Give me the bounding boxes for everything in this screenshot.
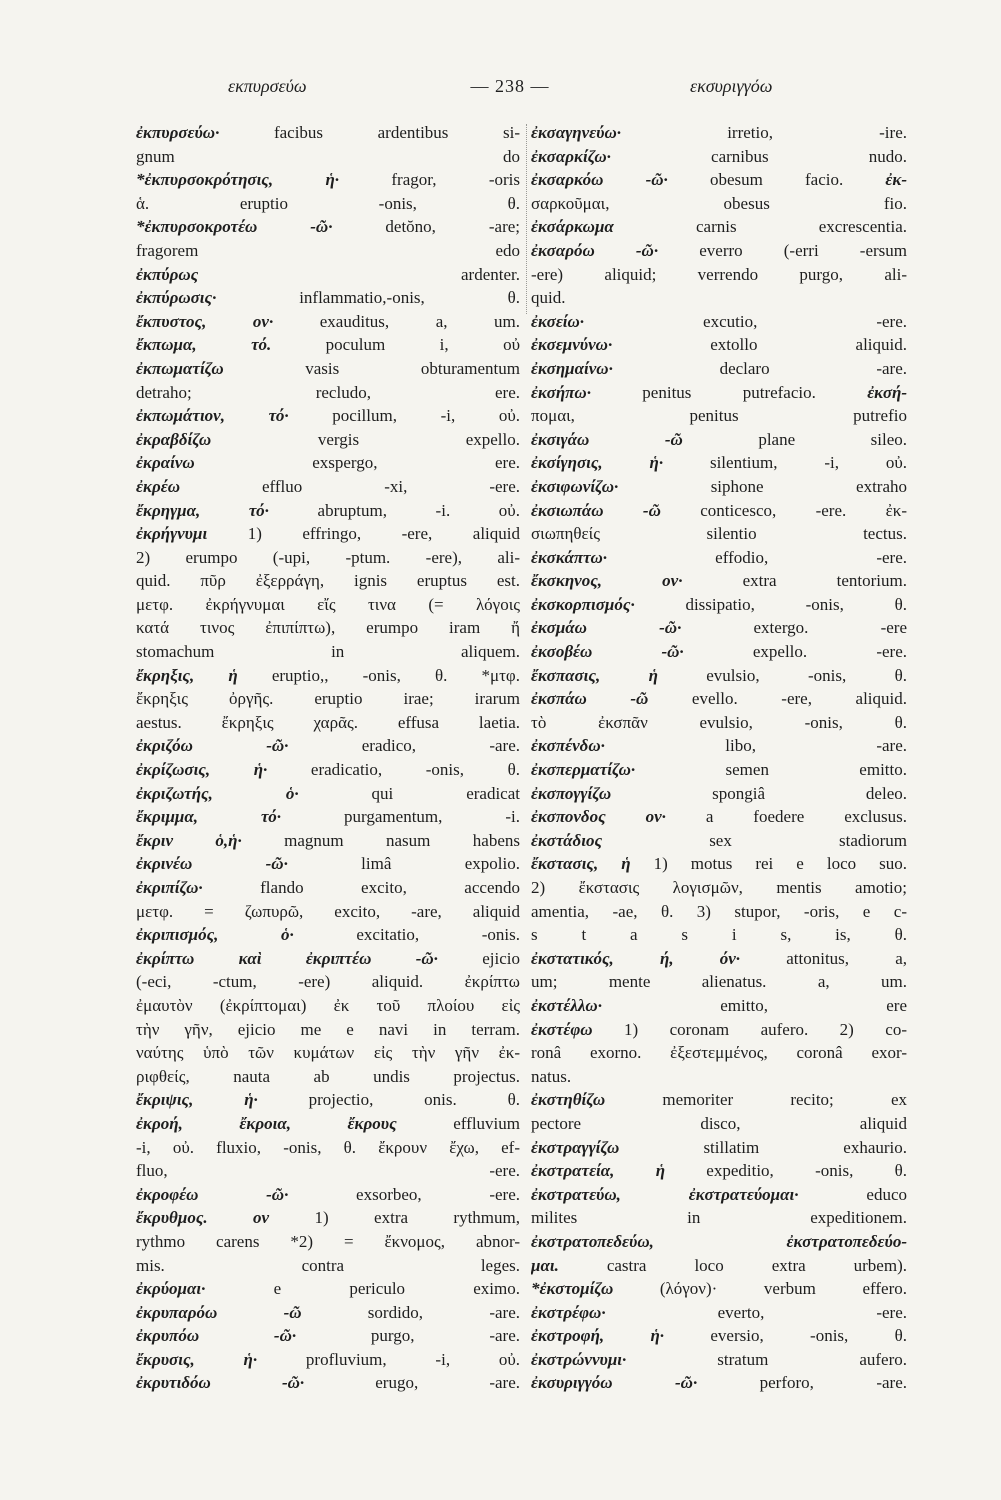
dictionary-line	[136, 546, 520, 570]
headword: ἔκριν ὁ,ἡ·	[136, 830, 242, 850]
headword: ἐκστροφή, ἡ·	[531, 1326, 665, 1346]
definition-text: declaro -are.	[612, 358, 907, 378]
dictionary-line	[531, 664, 907, 688]
headword: ἐκστρατοπεδεύω, ἐκστρατοπεδεύο-	[531, 1231, 907, 1251]
dictionary-line	[531, 782, 907, 806]
dictionary-line	[531, 475, 907, 499]
dictionary-line	[136, 923, 520, 947]
column-divider	[526, 124, 527, 314]
dictionary-line	[136, 593, 520, 617]
right-column	[531, 121, 907, 1395]
headword: ἐκσαρκίζω·	[531, 146, 611, 166]
dictionary-line	[136, 404, 520, 428]
headword: ἐκσυριγγόω -ῶ·	[531, 1373, 698, 1393]
definition-text: expeditio, -onis, θ.	[665, 1161, 907, 1181]
definition-text: memoriter recito; ex	[605, 1090, 907, 1110]
definition-text: dissipatio, -onis, θ.	[634, 594, 907, 614]
headword: ἐκπύρωσις·	[136, 288, 217, 308]
definition-text: purgamentum, -i.	[281, 807, 520, 827]
headword: ἐκσπένδω·	[531, 736, 605, 756]
page-header	[0, 76, 1001, 102]
dictionary-line	[136, 286, 520, 310]
dictionary-line	[531, 1041, 907, 1065]
headword: *ἐκστομίζω	[531, 1279, 614, 1299]
definition-text: carnis excrescentia.	[613, 217, 907, 237]
dictionary-line	[531, 263, 907, 287]
definition-text: a foedere exclusus.	[665, 807, 907, 827]
dictionary-line	[136, 782, 520, 806]
definition-text: erugo, -are.	[304, 1373, 520, 1393]
headword: ἐκσάρκωμα	[531, 217, 614, 237]
dictionary-line	[531, 947, 907, 971]
headword: ἐκστρέφω·	[531, 1302, 606, 1322]
dictionary-line	[136, 640, 520, 664]
headword: *ἐκπυρσοκρότησις, ἡ·	[136, 170, 340, 190]
dictionary-line	[136, 310, 520, 334]
headword: ἐκραίνω	[136, 453, 195, 473]
definition-text: effodio, -ere.	[607, 547, 907, 567]
dictionary-line	[531, 1065, 907, 1089]
headword: ἔκρυσις, ἡ·	[136, 1349, 258, 1369]
dictionary-line	[136, 1254, 520, 1278]
definition-text: excutio, -ere.	[584, 311, 907, 331]
headword: ἐκρυπόω -ῶ·	[136, 1326, 297, 1346]
dictionary-line	[136, 852, 520, 876]
headword: ἐκ-	[885, 170, 907, 190]
headword: ἔκστασις, ἡ	[531, 854, 631, 874]
headword: ἐκσιφωνίζω·	[531, 476, 619, 496]
headword: ἐκσμάω -ῶ·	[531, 618, 682, 638]
dictionary-line	[531, 711, 907, 735]
dictionary-line	[136, 1136, 520, 1160]
definition-text: 2) ἔκστασις λογισμῶν, mentis amotio;	[531, 878, 907, 897]
headword: ἔκρηγμα, τό·	[136, 500, 269, 520]
headword: ἐκσπογγίζω	[531, 783, 612, 803]
dictionary-line	[136, 616, 520, 640]
definition-text: σιωπηθείς silentio tectus.	[531, 524, 907, 544]
headword: ἔκπωμα, τό.	[136, 335, 272, 355]
definition-text: eruptio,, -onis, θ. *μτφ.	[237, 665, 520, 685]
headword: ἐκστέφω	[531, 1019, 593, 1039]
dictionary-line	[531, 1159, 907, 1183]
dictionary-line	[531, 687, 907, 711]
headword: ἐκσίγησις, ἡ·	[531, 453, 664, 473]
dictionary-line	[531, 970, 907, 994]
headword: ἐκπωμάτιον, τό·	[136, 406, 289, 426]
headword: ἐκσείω·	[531, 311, 585, 331]
definition-text: poculum i, οὐ	[271, 335, 520, 355]
definition-text: exauditus, a, um.	[273, 311, 520, 331]
definition-text: ἁ. eruptio -onis, θ.	[136, 193, 520, 213]
definition-text: (λόγον)· verbum effero.	[613, 1279, 907, 1299]
dictionary-line	[136, 239, 520, 263]
headword: ἐκρυτιδόω -ῶ·	[136, 1373, 305, 1393]
definition-text: τὸ ἐκσπᾶν evulsio, -onis, θ.	[531, 712, 907, 732]
dictionary-line	[531, 640, 907, 664]
headword: ἐκσαρκόω -ῶ·	[531, 170, 668, 190]
dictionary-line	[136, 664, 520, 688]
dictionary-line	[136, 1371, 520, 1395]
definition-text: detraho; recludo, ere.	[136, 382, 520, 402]
definition-text: penitus putrefacio.	[590, 382, 868, 402]
definition-text: stillatim exhaurio.	[619, 1137, 907, 1157]
definition-text: natus.	[531, 1066, 572, 1086]
definition-text: castra loco extra urbem).	[558, 1255, 907, 1275]
running-head-right: εκσυριγγόω	[690, 76, 773, 96]
dictionary-line	[136, 687, 520, 711]
dictionary-line	[136, 947, 520, 971]
dictionary-line	[136, 1112, 520, 1136]
dictionary-line	[531, 805, 907, 829]
dictionary-line	[531, 1206, 907, 1230]
definition-text: pectore disco, aliquid	[531, 1113, 907, 1133]
definition-text: effluvium	[396, 1113, 520, 1133]
dictionary-line	[136, 192, 520, 216]
dictionary-line	[136, 1277, 520, 1301]
dictionary-line	[531, 381, 907, 405]
dictionary-line	[136, 381, 520, 405]
headword: ἐκστέλλω·	[531, 995, 602, 1015]
dictionary-line	[136, 451, 520, 475]
dictionary-line	[531, 734, 907, 758]
definition-text: silentium, -i, οὐ.	[663, 453, 907, 473]
definition-text: 1) coronam aufero. 2) co-	[592, 1019, 907, 1039]
definition-text: expello. -ere.	[683, 642, 907, 662]
headword: ἐκριπισμός, ὁ·	[136, 925, 294, 945]
definition-text: educo	[798, 1184, 907, 1204]
headword: ἐκσκορπισμός·	[531, 594, 635, 614]
definition-text: um; mente alienatus. a, um.	[531, 972, 907, 992]
dictionary-line	[531, 546, 907, 570]
definition-text: ἔκρηξις ὀργῆς. eruptio irae; irarum	[136, 689, 520, 709]
dictionary-line	[136, 168, 520, 192]
dictionary-line	[531, 428, 907, 452]
definition-text: inflammatio,-onis, θ.	[216, 288, 520, 308]
headword: ἐκστρατεία, ἡ	[531, 1161, 666, 1181]
definition-text: everto, -ere.	[605, 1302, 907, 1322]
headword: ἐκσαγηνεύω·	[531, 123, 622, 142]
dictionary-line	[531, 616, 907, 640]
dictionary-line	[531, 522, 907, 546]
dictionary-line	[531, 333, 907, 357]
headword: ἔκπυστος, ον·	[136, 311, 274, 331]
definition-text: exsorbeo, -ere.	[288, 1184, 520, 1204]
definition-text: carnibus nudo.	[610, 146, 907, 166]
dictionary-line	[136, 499, 520, 523]
headword: ἐκστατικός, ή, όν·	[531, 948, 741, 968]
definition-text: magnum nasum habens	[241, 830, 520, 850]
definition-text: stratum aufero.	[626, 1349, 907, 1369]
dictionary-line	[531, 192, 907, 216]
definition-text: excitatio, -onis.	[293, 925, 520, 945]
headword: ἐκρύομαι·	[136, 1279, 206, 1299]
definition-text: ἐμαυτὸν (ἐκρίπτομαι) ἐκ τοῦ πλοίου εἰς	[136, 995, 520, 1015]
definition-text: sex stadiorum	[602, 830, 907, 850]
dictionary-line	[531, 593, 907, 617]
left-column	[136, 121, 520, 1395]
dictionary-line	[531, 923, 907, 947]
definition-text: exspergo, ere.	[194, 453, 520, 473]
definition-text: vasis obturamentum	[223, 358, 520, 378]
headword: ἐκραβδίζω	[136, 429, 212, 449]
definition-text: fluo, -ere.	[136, 1161, 520, 1181]
headword: ἔκσκηνος, ον·	[531, 571, 683, 591]
headword: μαι.	[531, 1255, 559, 1275]
dictionary-line	[531, 168, 907, 192]
dictionary-line	[531, 758, 907, 782]
headword: ἐκσήπω·	[531, 382, 591, 402]
dictionary-line	[136, 876, 520, 900]
headword: ἔκριψις, ἡ·	[136, 1090, 258, 1110]
dictionary-line	[531, 215, 907, 239]
dictionary-line	[531, 1301, 907, 1325]
definition-text: emitto, ere	[601, 995, 907, 1015]
definition-text: eradicatio, -onis, θ.	[267, 760, 520, 780]
definition-text: evello. -ere, aliquid.	[648, 689, 907, 709]
definition-text: plane sileo.	[682, 429, 907, 449]
definition-text: perforo, -are.	[697, 1373, 907, 1393]
definition-text: 1) extra rythmum,	[269, 1208, 520, 1228]
headword: ἐκσπάω -ῶ	[531, 689, 649, 709]
definition-text: ναύτης ὑπὸ τῶν κυμάτων εἰς τὴν γῆν ἐκ-	[136, 1043, 520, 1063]
headword: ἐκσή-	[867, 382, 907, 402]
headword: ἐκροή, ἔκροια, ἔκρους	[136, 1113, 397, 1133]
definition-text: limâ expolio.	[287, 854, 520, 874]
definition-text: libo, -are.	[604, 736, 907, 756]
definition-text: -ere) aliquid; verrendo purgo, ali-	[531, 264, 907, 284]
definition-text: quid. πῦρ ἐξερράγη, ignis eruptus est.	[136, 571, 520, 591]
definition-text: eradico, -are.	[288, 736, 520, 756]
dictionary-line	[136, 1088, 520, 1112]
dictionary-line	[136, 333, 520, 357]
definition-text: everro (-erri -ersum	[658, 240, 907, 260]
headword: ἐκρέω	[136, 476, 181, 496]
definition-text: μετφ. ἐκρήγνυμαι εἴς τινα (= λόγοις	[136, 594, 520, 614]
headword: ἐκστηθίζω	[531, 1090, 606, 1110]
definition-text: profluvium, -i, οὐ.	[257, 1349, 520, 1369]
headword: ἐκσοβέω -ῶ·	[531, 642, 684, 662]
dictionary-line	[531, 145, 907, 169]
definition-text: aestus. ἔκρηξις χαρᾶς. effusa laetia.	[136, 712, 520, 732]
dictionary-line	[136, 1018, 520, 1042]
definition-text: pocillum, -i, οὐ.	[288, 406, 520, 426]
definition-text: ejicio	[437, 948, 520, 968]
definition-text: vergis expello.	[211, 429, 520, 449]
definition-text: conticesco, -ere. ἐκ-	[660, 500, 907, 520]
definition-text: 1) effringo, -ere, aliquid	[207, 524, 520, 544]
dictionary-line	[531, 239, 907, 263]
headword: ἐκρίζωσις, ἡ·	[136, 760, 268, 780]
dictionary-line	[136, 522, 520, 546]
headword: ἐκστρώννυμι·	[531, 1349, 627, 1369]
definition-text: detŏno, -are;	[332, 217, 520, 237]
dictionary-line	[531, 1088, 907, 1112]
dictionary-line	[136, 734, 520, 758]
headword: ἐκρίπτω καὶ ἐκριπτέω -ῶ·	[136, 948, 438, 968]
definition-text: semen emitto.	[635, 760, 907, 780]
definition-text: πομαι, penitus putrefio	[531, 406, 907, 426]
dictionary-line	[531, 1183, 907, 1207]
headword: ἐκπύρως	[136, 264, 199, 284]
dictionary-line	[531, 1254, 907, 1278]
dictionary-line	[531, 569, 907, 593]
definition-text: rythmo carens *2) = ἔκνομος, abnor-	[136, 1231, 520, 1251]
dictionary-line	[531, 876, 907, 900]
dictionary-line	[136, 145, 520, 169]
dictionary-line	[531, 1230, 907, 1254]
dictionary-line	[136, 1230, 520, 1254]
definition-text: amentia, -ae, θ. 3) stupor, -oris, e c-	[531, 901, 907, 921]
dictionary-line	[531, 1324, 907, 1348]
dictionary-line	[136, 900, 520, 924]
dictionary-line	[136, 1348, 520, 1372]
dictionary-line	[531, 1136, 907, 1160]
dictionary-line	[136, 994, 520, 1018]
headword: ἐκσαρόω -ῶ·	[531, 240, 659, 260]
headword: ἐκροφέω -ῶ·	[136, 1184, 289, 1204]
headword: ἔκριμμα, τό·	[136, 807, 282, 827]
headword: ἔκρηξις, ἡ	[136, 665, 238, 685]
definition-text: facibus ardentibus si-	[219, 123, 520, 142]
definition-text: mis. contra leges.	[136, 1255, 520, 1275]
definition-text: stomachum in aliquem.	[136, 642, 520, 662]
dictionary-line	[136, 970, 520, 994]
dictionary-line	[136, 475, 520, 499]
definition-text: irretio, -ire.	[621, 123, 907, 142]
dictionary-line	[531, 1018, 907, 1042]
definition-text: effluo -xi, -ere.	[180, 476, 520, 496]
headword: ἐκρυπαρόω -ῶ	[136, 1302, 302, 1322]
headword: ἔκσπασις, ἡ	[531, 665, 658, 685]
headword: ἐκστρατεύω, ἐκστρατεύομαι·	[531, 1184, 799, 1204]
definition-text: fragor, -oris	[339, 170, 520, 190]
headword: ἐκσημαίνω·	[531, 358, 613, 378]
dictionary-line	[136, 829, 520, 853]
dictionary-line	[136, 215, 520, 239]
dictionary-line	[531, 404, 907, 428]
definition-text: milites in expeditionem.	[531, 1208, 907, 1228]
headword: ἐκστάδιος	[531, 830, 603, 850]
headword: ἐκριζωτής, ὁ·	[136, 783, 299, 803]
definition-text: μετφ. = ζωπυρῶ, excito, -are, aliquid	[136, 901, 520, 921]
dictionary-line	[531, 357, 907, 381]
dictionary-line	[136, 569, 520, 593]
definition-text: extergo. -ere	[681, 618, 907, 638]
dictionary-line	[136, 1301, 520, 1325]
dictionary-line	[136, 1041, 520, 1065]
dictionary-line	[136, 1324, 520, 1348]
dictionary-line	[136, 121, 520, 145]
dictionary-line	[136, 357, 520, 381]
page-number: — 238 —	[470, 76, 550, 96]
headword: ἐκριζόω -ῶ·	[136, 736, 289, 756]
definition-text: s t a s i s, is, θ.	[531, 925, 907, 945]
definition-text: extra tentorium.	[682, 571, 907, 591]
definition-text: σαρκοῦμαι, obesus fio.	[531, 193, 907, 213]
headword: ἐκριπίζω·	[136, 878, 203, 897]
dictionary-line	[136, 758, 520, 782]
dictionary-line	[136, 1159, 520, 1183]
definition-text: gnum do	[136, 146, 520, 166]
definition-text: sordido, -are.	[301, 1302, 520, 1322]
definition-text: (-eci, -ctum, -ere) aliquid. ἐκρίπτω	[136, 972, 520, 992]
definition-text: flando excito, accendo	[202, 878, 520, 897]
definition-text: τὴν γῆν, ejicio me e navi in terram.	[136, 1019, 520, 1039]
running-head-left: εκπυρσεύω	[228, 76, 307, 96]
dictionary-line	[531, 451, 907, 475]
definition-text: siphone extraho	[618, 476, 907, 496]
definition-text: fragorem edo	[136, 240, 520, 260]
dictionary-line	[531, 1371, 907, 1395]
dictionary-line	[531, 121, 907, 145]
definition-text: ardenter.	[198, 264, 520, 284]
definition-text: extollo aliquid.	[612, 335, 907, 355]
headword: ἐκπυρσεύω·	[136, 123, 220, 142]
dictionary-line	[531, 829, 907, 853]
dictionary-line	[136, 805, 520, 829]
definition-text: 1) motus rei e loco suo.	[630, 854, 907, 874]
dictionary-line	[531, 499, 907, 523]
headword: ἐκσπερματίζω·	[531, 760, 636, 780]
headword: ἐκστραγγίζω	[531, 1137, 620, 1157]
headword: ἐκπωματίζω	[136, 358, 224, 378]
dictionary-line	[136, 1065, 520, 1089]
dictionary-line	[136, 263, 520, 287]
dictionary-line	[531, 994, 907, 1018]
definition-text: qui eradicat	[298, 783, 520, 803]
dictionary-line	[531, 1348, 907, 1372]
definition-text: spongiâ deleo.	[611, 783, 907, 803]
dictionary-line	[531, 900, 907, 924]
dictionary-line	[136, 711, 520, 735]
definition-text: 2) erumpo (-upi, -ptum. -ere), ali-	[136, 547, 520, 567]
dictionary-line	[136, 1206, 520, 1230]
dictionary-line	[136, 1183, 520, 1207]
headword: ἔκρυθμος. ον	[136, 1208, 270, 1228]
definition-text: eversio, -onis, θ.	[664, 1326, 907, 1346]
headword: ἐκσιωπάω -ῶ	[531, 500, 661, 520]
dictionary-line	[531, 286, 907, 310]
definition-text: ronâ exorno. ἐξεστεμμένος, coronâ exor-	[531, 1043, 907, 1063]
definition-text: ριφθείς, nauta ab undis projectus.	[136, 1066, 520, 1086]
headword: ἐκσιγάω -ῶ	[531, 429, 683, 449]
definition-text: e periculo eximo.	[205, 1279, 520, 1299]
definition-text: attonitus, a,	[740, 948, 907, 968]
definition-text: abruptum, -i. οὐ.	[268, 500, 520, 520]
definition-text: evulsio, -onis, θ.	[657, 665, 907, 685]
dictionary-line	[531, 1112, 907, 1136]
dictionary-line	[531, 1277, 907, 1301]
definition-text: purgo, -are.	[296, 1326, 520, 1346]
definition-text: κατά τινος ἐπιπίπτω), erumpo iram ἤ	[136, 618, 520, 638]
dictionary-line	[136, 428, 520, 452]
definition-text: quid.	[531, 288, 566, 308]
headword: *ἐκπυρσοκροτέω -ῶ·	[136, 217, 333, 237]
dictionary-line	[531, 310, 907, 334]
headword: ἐκρήγνυμι	[136, 524, 208, 544]
definition-text: -i, οὐ. fluxio, -onis, θ. ἔκρουν ἔχω, ef-	[136, 1137, 520, 1157]
definition-text: obesum facio.	[667, 170, 886, 190]
headword: ἐκσπονδος ον·	[531, 807, 666, 827]
headword: ἐκρινέω -ῶ·	[136, 854, 288, 874]
headword: ἐκσεμνύνω·	[531, 335, 613, 355]
dictionary-line	[531, 852, 907, 876]
definition-text: projectio, onis. θ.	[257, 1090, 520, 1110]
headword: ἐκσκάπτω·	[531, 547, 608, 567]
